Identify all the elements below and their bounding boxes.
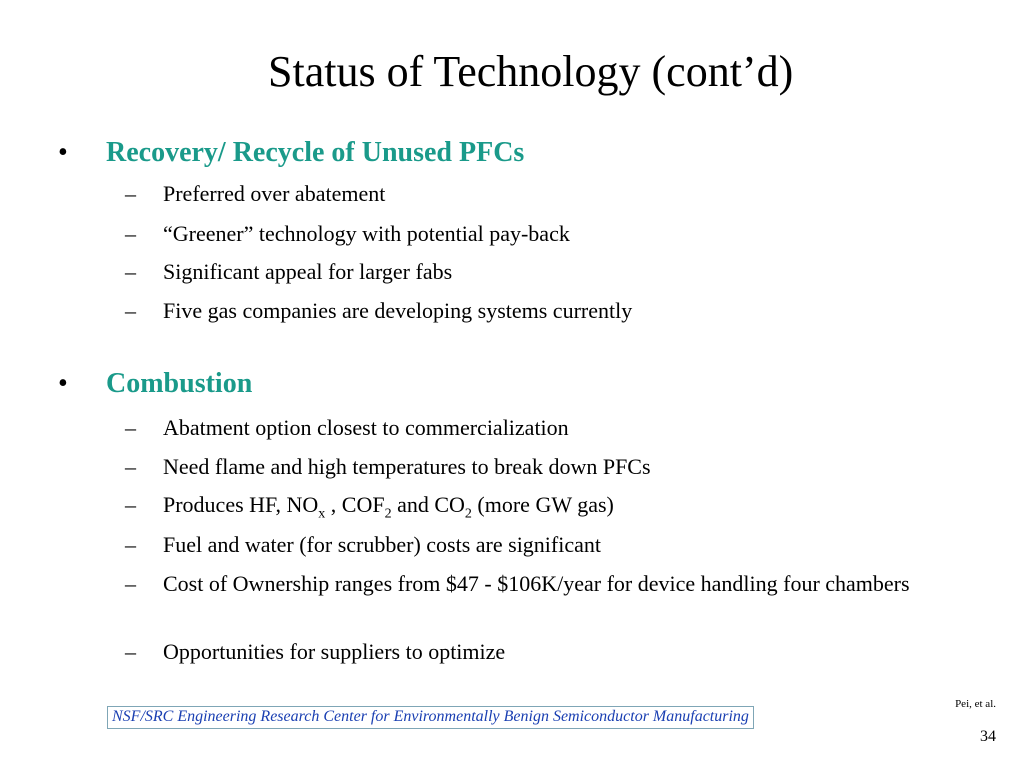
dash-marker: –: [125, 415, 136, 440]
list-item-text: Preferred over abatement: [163, 181, 386, 206]
dash-marker: –: [125, 492, 136, 517]
dash-marker: –: [125, 532, 136, 557]
list-item-text: Need flame and high temperatures to break down PFCs: [163, 454, 651, 479]
text-run: and CO: [391, 492, 465, 517]
list-item-text: Five gas companies are developing systems currently: [163, 298, 633, 323]
list-item-text: [163, 492, 943, 522]
dash-marker: –: [125, 571, 136, 596]
dash-marker: –: [125, 639, 136, 664]
dash-marker: –: [125, 221, 136, 246]
citation: Pei, et al.: [955, 698, 996, 710]
section-bullet: •: [58, 137, 68, 168]
list-item-text: “Greener” technology with potential pay-back: [163, 221, 570, 246]
list-item-text: Opportunities for suppliers to optimize: [163, 639, 506, 664]
section-bullet: •: [58, 368, 68, 399]
text-run: , COF: [325, 492, 385, 517]
dash-marker: –: [125, 298, 136, 323]
list-item-text: Fuel and water (for scrubber) costs are significant: [163, 532, 602, 557]
subscript: 2: [464, 506, 472, 522]
section-heading-combustion: Combustion: [106, 368, 253, 399]
list-item-text: Abatment option closest to commercialization: [163, 415, 569, 440]
subscript: x: [318, 506, 326, 522]
list-item-text: Cost of Ownership ranges from $47 - $106K/year for device handling four chambers: [163, 571, 910, 596]
dash-marker: –: [125, 181, 136, 206]
dash-marker: –: [125, 259, 136, 284]
section-heading-recovery: Recovery/ Recycle of Unused PFCs: [106, 137, 525, 168]
subscript: 2: [384, 506, 392, 522]
footer-banner: NSF/SRC Engineering Research Center for Environmentally Benign Semiconductor Manufacturing: [107, 706, 754, 729]
slide-title: Status of Technology (cont’d): [268, 47, 794, 96]
text-run: Produces HF, NO: [163, 492, 319, 517]
page-number: 34: [980, 728, 996, 745]
text-run: (more GW gas): [471, 492, 614, 517]
list-item-text: Significant appeal for larger fabs: [163, 259, 453, 284]
dash-marker: –: [125, 454, 136, 479]
